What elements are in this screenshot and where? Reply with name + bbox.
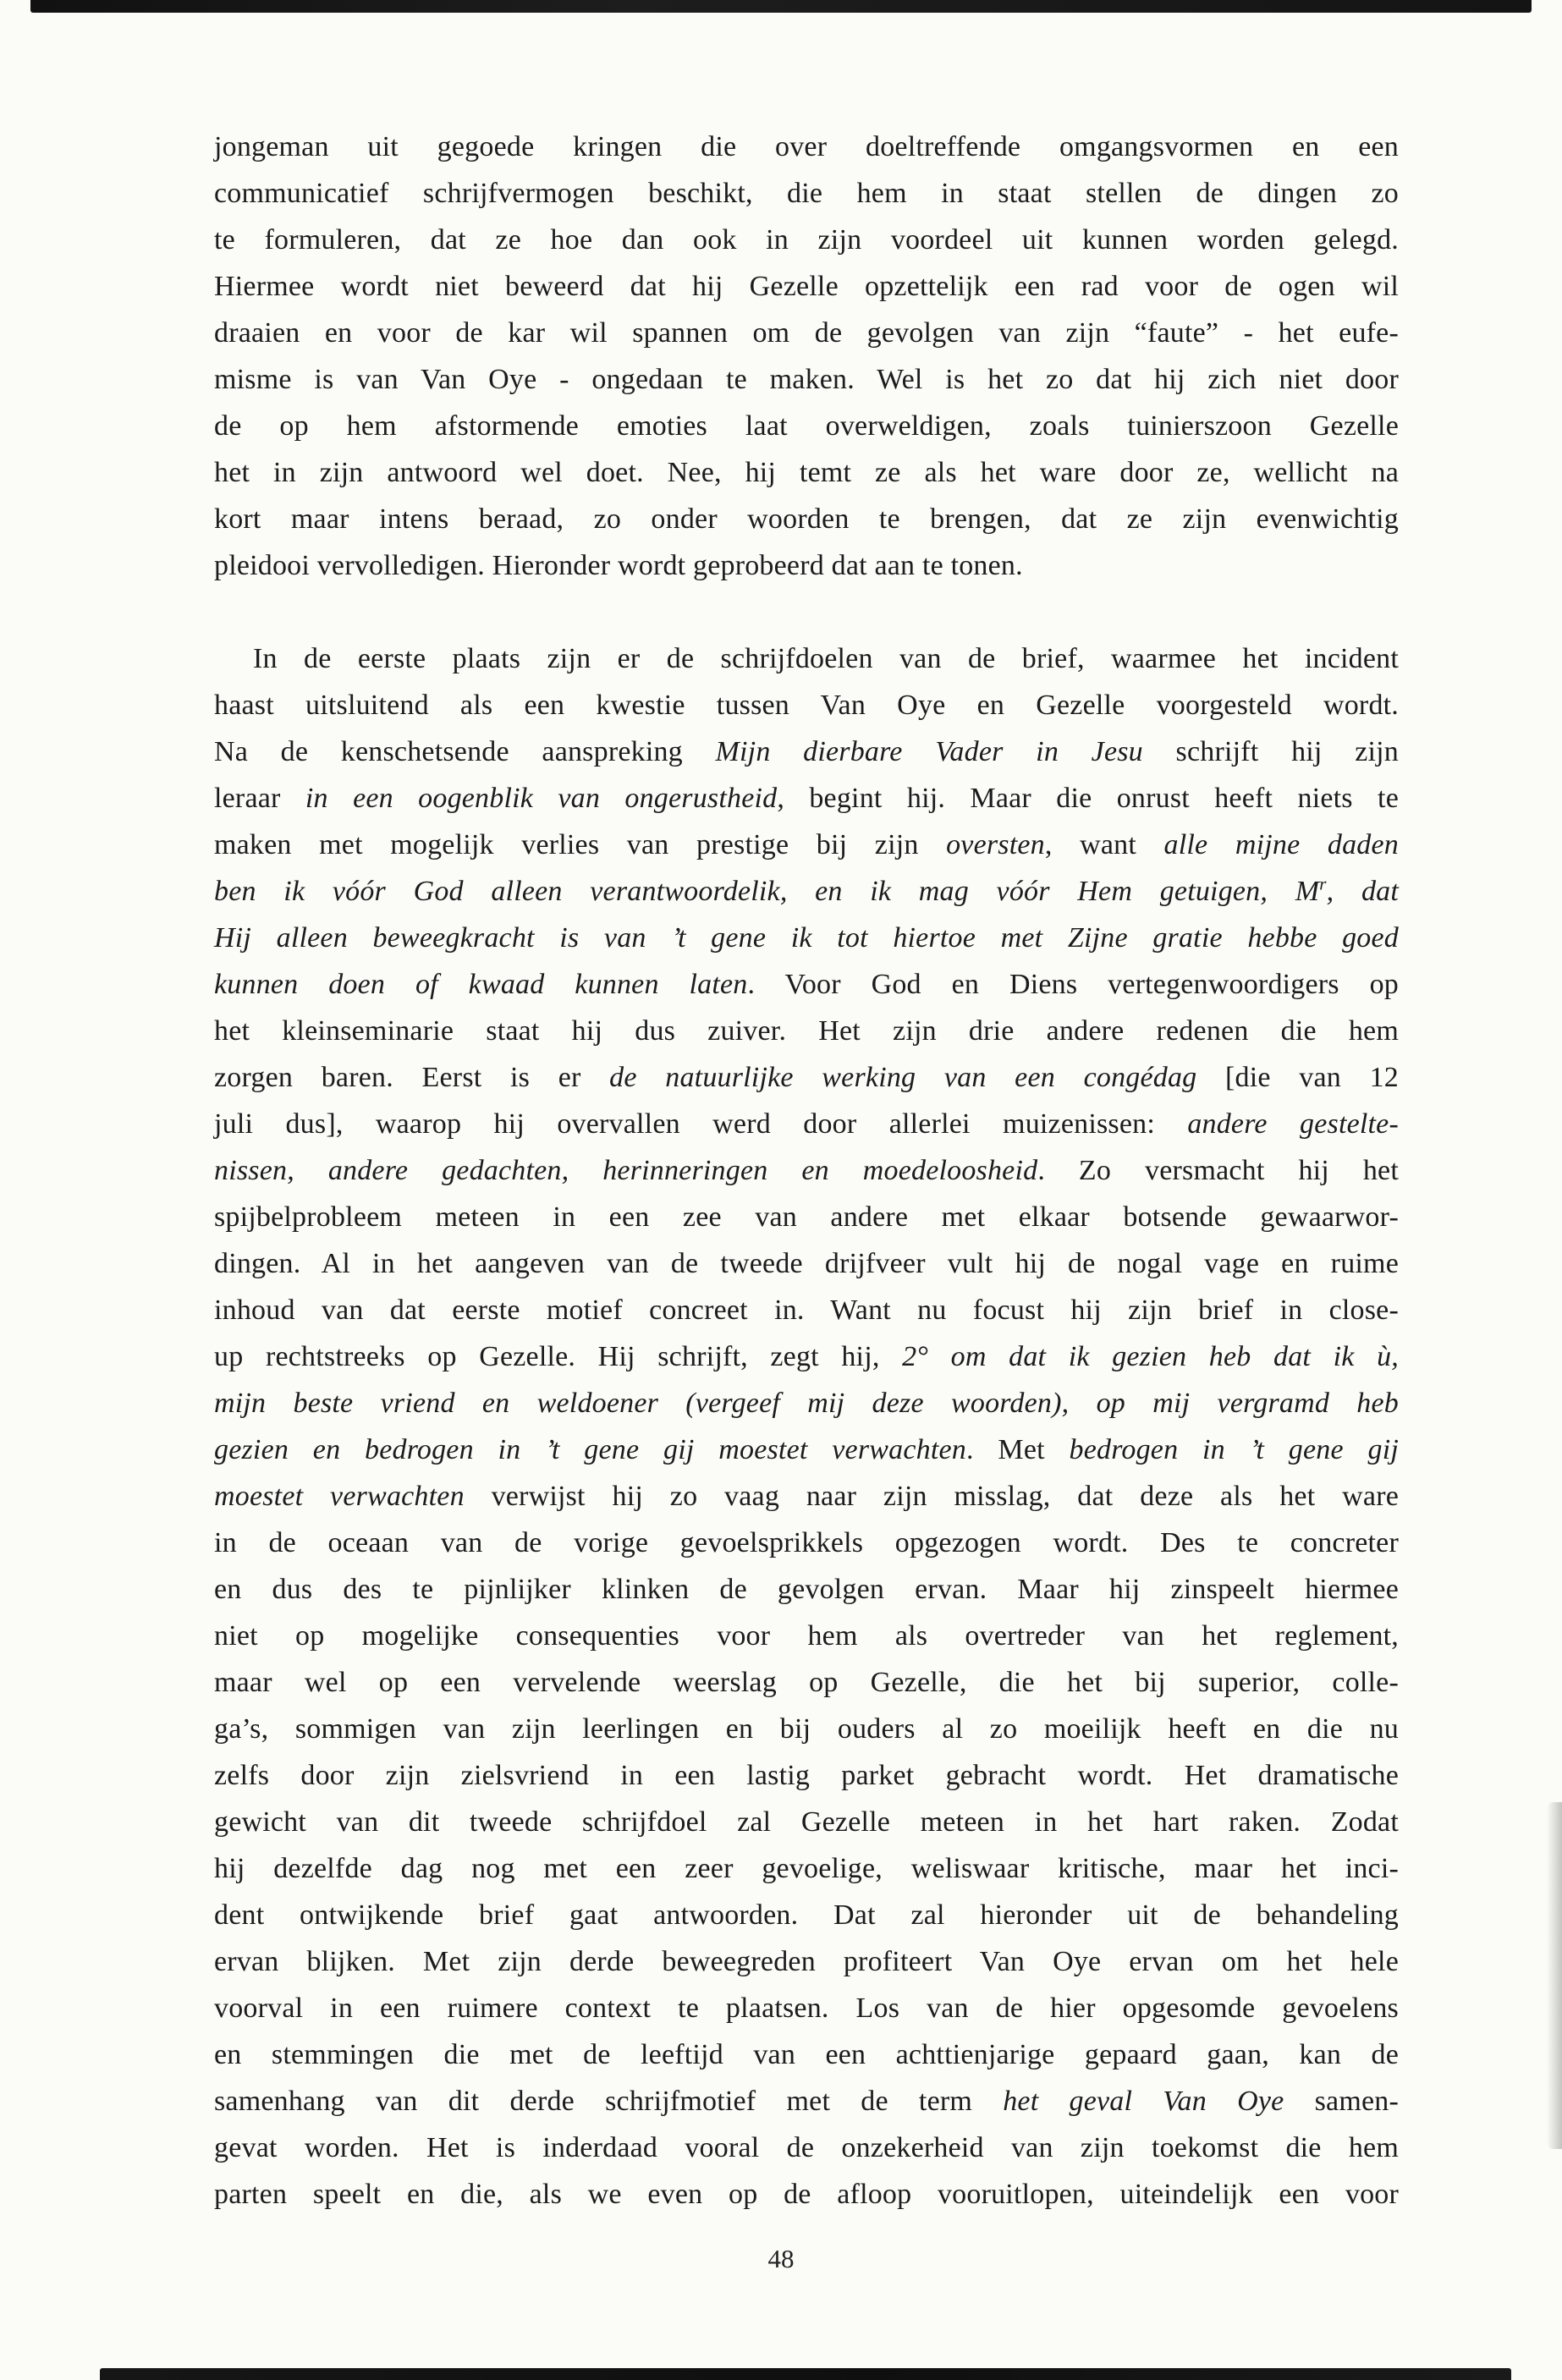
text-line xyxy=(214,775,1399,822)
text-segment-italic: mijn beste vriend en weldoener (vergeef mij deze woorden), op mij vergramd heb xyxy=(214,1388,1399,1419)
text-line xyxy=(214,728,1399,775)
paragraph xyxy=(214,635,1399,2218)
text-segment: haast uitsluitend als een kwestie tussen Van Oye en Gezelle voorgesteld wordt. xyxy=(214,690,1399,721)
text-segment: de op hem afstormende emoties laat overweldigen, zoals tuinierszoon Gezelle xyxy=(214,410,1399,442)
text-segment: het in zijn antwoord wel doet. Nee, hij temt ze als het ware door ze, wellicht na xyxy=(214,457,1399,488)
text-segment: [die van 12 xyxy=(1196,1062,1399,1093)
text-line xyxy=(214,1938,1399,1985)
text-line xyxy=(214,1845,1399,1892)
text-line xyxy=(214,356,1399,403)
text-segment: dent ontwijkende brief gaat antwoorden. Dat zal hieronder uit de behandeling xyxy=(214,1899,1399,1931)
text-segment-italic: oversten xyxy=(946,829,1045,860)
text-segment: up rechtstreeks op Gezelle. Hij schrijft, zegt hij, xyxy=(214,1341,903,1372)
text-segment: communicatief schrijfvermogen beschikt, die hem in staat stellen de dingen zo xyxy=(214,178,1399,209)
text-line xyxy=(214,542,1399,589)
text-segment: jongeman uit gegoede kringen die over doeltreffende omgangsvormen en een xyxy=(214,131,1399,162)
text-segment: . Voor God en Diens vertegenwoordigers op xyxy=(747,969,1399,1000)
text-line xyxy=(214,1613,1399,1659)
text-segment: ervan blijken. Met zijn derde beweegreden profiteert Van Oye ervan om het hele xyxy=(214,1946,1399,1977)
text-line xyxy=(214,496,1399,542)
text-line xyxy=(214,2031,1399,2078)
text-segment-italic: het geval Van Oye xyxy=(1003,2086,1284,2117)
text-line xyxy=(214,403,1399,449)
text-segment: samenhang van dit derde schrijfmotief met de term xyxy=(214,2086,1004,2117)
text-segment: zelfs door zijn zielsvriend in een lastig parket gebracht wordt. Het dramatische xyxy=(214,1760,1399,1791)
text-segment: verwijst hij zo vaag naar zijn misslag, dat deze als het ware xyxy=(464,1481,1400,1512)
text-segment: , begint hij. Maar die onrust heeft niets te xyxy=(777,783,1399,814)
text-line xyxy=(214,2124,1399,2171)
text-segment-italic: 2° om dat ik gezien heb dat ik ù, xyxy=(902,1341,1399,1372)
text-segment: pleidooi vervolledigen. Hieronder wordt geprobeerd dat aan te tonen. xyxy=(214,550,1023,581)
text-line xyxy=(214,1706,1399,1752)
text-line xyxy=(214,1194,1399,1240)
text-line xyxy=(214,1799,1399,1845)
text-segment: ga’s, sommigen van zijn leerlingen en bij ouders al zo moeilijk heeft en die nu xyxy=(214,1713,1399,1745)
text-line xyxy=(214,2171,1399,2218)
text-line xyxy=(214,1426,1399,1473)
text-line xyxy=(214,449,1399,496)
text-segment-italic: ben ik vóór God alleen verantwoordelik, en ik mag vóór Hem getuigen, M xyxy=(214,876,1320,907)
text-segment-italic: nissen, andere gedachten, herinneringen en moedeloosheid xyxy=(214,1155,1038,1186)
text-line xyxy=(214,1287,1399,1333)
text-line xyxy=(214,1752,1399,1799)
text-segment: samen- xyxy=(1284,2086,1399,2117)
text-segment: gevat worden. Het is inderdaad vooral de onzekerheid van zijn toekomst die hem xyxy=(214,2132,1399,2163)
text-segment: . Zo versmacht hij het xyxy=(1037,1155,1399,1186)
text-line xyxy=(214,868,1399,915)
text-segment: in de oceaan van de vorige gevoelsprikkels opgezogen wordt. Des te concreter xyxy=(214,1527,1399,1558)
text-segment: het kleinseminarie staat hij dus zuiver. Het zijn drie andere redenen die hem xyxy=(214,1015,1399,1047)
text-segment: zorgen baren. Eerst is er xyxy=(214,1062,610,1093)
text-segment: Na de kenschetsende aanspreking xyxy=(214,736,716,767)
text-segment-italic: de natuurlijke werking van een congédag xyxy=(609,1062,1197,1093)
text-segment-italic: r xyxy=(1319,873,1327,894)
text-segment: en dus des te pijnlijker klinken de gevolgen ervan. Maar hij zinspeelt hiermee xyxy=(214,1574,1399,1605)
text-segment: maar wel op een vervelende weerslag op Gezelle, die het bij superior, colle- xyxy=(214,1667,1399,1698)
text-segment-italic: , dat xyxy=(1326,876,1400,907)
text-segment: en stemmingen die met de leeftijd van een achttienjarige gepaard gaan, kan de xyxy=(214,2039,1399,2070)
text-segment-italic: andere gestelte- xyxy=(1187,1108,1399,1140)
text-segment-italic: gezien en bedrogen in ’t gene gij moestet verwachten xyxy=(214,1434,966,1465)
text-segment-italic: in een oogenblik van ongerustheid xyxy=(305,783,778,814)
scan-artifact-bottom-edge xyxy=(100,2368,1511,2380)
text-segment: draaien en voor de kar wil spannen om de gevolgen van zijn “faute” - het eufe- xyxy=(214,317,1399,349)
text-segment-italic: Mijn dierbare Vader in Jesu xyxy=(715,736,1143,767)
text-segment-italic: kunnen doen of kwaad kunnen laten xyxy=(214,969,748,1000)
text-segment: Hiermee wordt niet beweerd dat hij Gezelle opzettelijk een rad voor de ogen wil xyxy=(214,271,1399,302)
text-segment: te formuleren, dat ze hoe dan ook in zijn voordeel uit kunnen worden gelegd. xyxy=(214,224,1399,256)
text-segment: gewicht van dit tweede schrijfdoel zal Gezelle meteen in het hart raken. Zodat xyxy=(214,1806,1399,1838)
text-line xyxy=(214,1101,1399,1147)
text-segment: In de eerste plaats zijn er de schrijfdoelen van de brief, waarmee het incident xyxy=(253,643,1399,674)
text-segment: niet op mogelijke consequenties voor hem als overtreder van het reglement, xyxy=(214,1620,1399,1652)
text-line xyxy=(214,1892,1399,1938)
text-segment: inhoud van dat eerste motief concreet in. Want nu focust hij zijn brief in close- xyxy=(214,1294,1399,1326)
text-segment-italic: Hij alleen beweegkracht is van ’t gene ik tot hiertoe met Zijne gratie hebbe goed xyxy=(214,922,1399,954)
text-segment-italic: moestet verwachten xyxy=(214,1481,465,1512)
text-line xyxy=(214,961,1399,1008)
text-segment: schrijft hij zijn xyxy=(1142,736,1399,767)
text-line xyxy=(214,217,1399,263)
text-line xyxy=(214,822,1399,868)
text-segment: dingen. Al in het aangeven van de tweede drijfveer vult hij de nogal vage en ruime xyxy=(214,1248,1399,1279)
text-line xyxy=(214,635,1399,682)
text-segment-italic: bedrogen in ’t gene gij xyxy=(1069,1434,1399,1465)
text-line xyxy=(214,1008,1399,1054)
text-line xyxy=(214,1054,1399,1101)
text-line xyxy=(214,310,1399,356)
text-segment: kort maar intens beraad, zo onder woorden te brengen, dat ze zijn evenwichtig xyxy=(214,503,1399,535)
text-line xyxy=(214,1240,1399,1287)
scan-artifact-top-edge xyxy=(30,0,1532,13)
text-line xyxy=(214,1147,1399,1194)
text-segment: juli dus], waarop hij overvallen werd door allerlei muizenissen: xyxy=(214,1108,1188,1140)
text-line xyxy=(214,682,1399,728)
text-segment: misme is van Van Oye - ongedaan te maken. Wel is het zo dat hij zich niet door xyxy=(214,364,1399,395)
paragraph xyxy=(214,124,1399,589)
text-line xyxy=(214,1985,1399,2031)
text-line xyxy=(214,1520,1399,1566)
text-line xyxy=(214,915,1399,961)
page-number: 48 xyxy=(767,2244,795,2273)
text-line xyxy=(214,1473,1399,1520)
text-segment: leraar xyxy=(214,783,305,814)
text-block xyxy=(214,124,1399,2218)
scan-artifact-right-smudge xyxy=(1547,1802,1562,2149)
text-line xyxy=(214,1566,1399,1613)
text-line xyxy=(214,1380,1399,1426)
text-line xyxy=(214,124,1399,170)
text-line xyxy=(214,2078,1399,2124)
text-line xyxy=(214,263,1399,310)
text-segment: spijbelprobleem meteen in een zee van andere met elkaar botsende gewaarwor- xyxy=(214,1201,1399,1233)
text-segment: hij dezelfde dag nog met een zeer gevoelige, weliswaar kritische, maar het inci- xyxy=(214,1853,1399,1884)
text-line xyxy=(214,1659,1399,1706)
text-segment: . Met xyxy=(965,1434,1070,1465)
text-segment: parten speelt en die, als we even op de afloop vooruitlopen, uiteindelijk een voor xyxy=(214,2179,1399,2210)
text-line xyxy=(214,1333,1399,1380)
text-segment: maken met mogelijk verlies van prestige bij zijn xyxy=(214,829,947,860)
text-segment: , want xyxy=(1044,829,1164,860)
text-segment: voorval in een ruimere context te plaatsen. Los van de hier opgesomde gevoelens xyxy=(214,1992,1399,2024)
text-line xyxy=(214,170,1399,217)
text-segment-italic: alle mijne daden xyxy=(1163,829,1399,860)
